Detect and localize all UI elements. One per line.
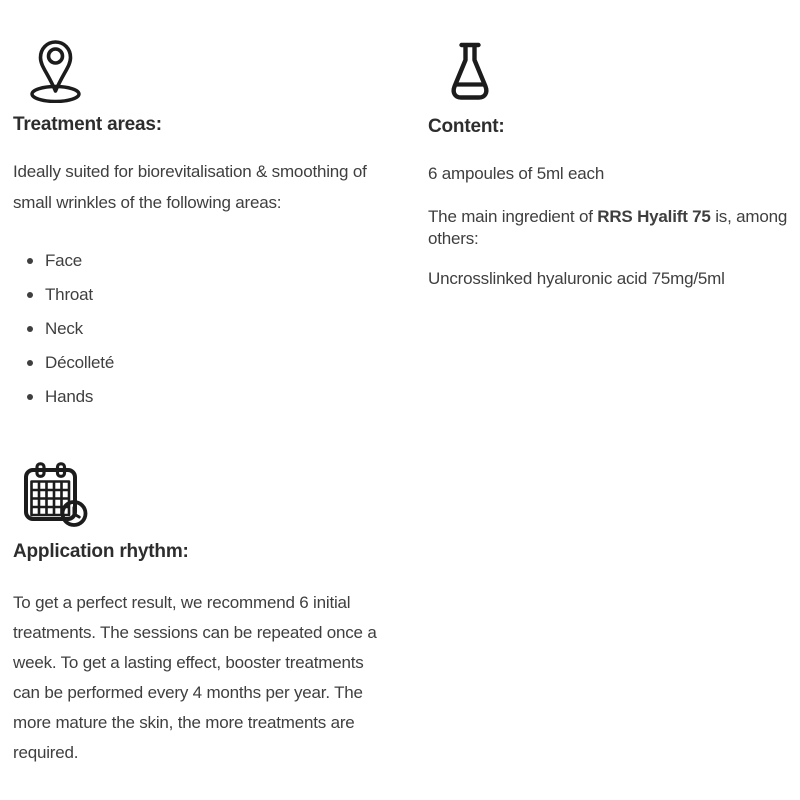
right-column [428, 40, 800, 800]
paragraph-line: week. To get a lasting effect, booster treatments [13, 653, 364, 672]
paragraph-line: others: [428, 229, 479, 248]
list-item [13, 244, 428, 278]
list-item-label: Décolleté [45, 353, 115, 372]
content-section [428, 42, 800, 290]
application-paragraph [13, 588, 428, 768]
bullet-icon [27, 360, 33, 366]
treatment-intro-paragraph [13, 156, 428, 218]
bullet-icon [27, 326, 33, 332]
bullet-icon [27, 258, 33, 264]
ingredient-text-suffix: is, among [710, 207, 788, 226]
paragraph-line: required. [13, 743, 79, 762]
content-heading: Content: [428, 116, 505, 137]
treatment-icon-row [13, 40, 428, 103]
paragraph-line: more mature the skin, the more treatments are [13, 713, 355, 732]
treatment-areas-heading: Treatment areas: [13, 114, 162, 135]
location-pin-icon [28, 40, 83, 103]
content-icon-row [428, 42, 800, 105]
ampoules-text: 6 ampoules of 5ml each [428, 164, 605, 183]
application-rhythm-section [13, 462, 428, 768]
list-item-label: Neck [45, 319, 83, 338]
list-item [13, 312, 428, 346]
paragraph-line: treatments. The sessions can be repeated once a [13, 623, 377, 642]
list-item-label: Throat [45, 285, 93, 304]
left-column [13, 40, 428, 800]
list-item-label: Hands [45, 387, 94, 406]
bullet-icon [27, 292, 33, 298]
paragraph-line: Ideally suited for biorevitalisation & smoothing of [13, 162, 367, 181]
product-name: RRS Hyalift 75 [597, 207, 711, 226]
flask-icon [448, 42, 492, 103]
list-item [13, 278, 428, 312]
paragraph-line [428, 206, 800, 228]
list-item [13, 380, 428, 414]
list-item-label: Face [45, 251, 82, 270]
ingredient-text-prefix: The main ingredient of [428, 207, 598, 226]
main-ingredient-paragraph [428, 206, 800, 250]
calendar-clock-icon [22, 462, 88, 527]
hyaluronic-acid-text: Uncrosslinked hyaluronic acid 75mg/5ml [428, 269, 725, 288]
application-icon-row [13, 462, 428, 527]
list-item [13, 346, 428, 380]
bullet-icon [27, 394, 33, 400]
paragraph-line: To get a perfect result, we recommend 6 initial [13, 593, 351, 612]
treatment-areas-list [13, 244, 428, 414]
application-rhythm-heading: Application rhythm: [13, 541, 189, 562]
paragraph-line: small wrinkles of the following areas: [13, 193, 282, 212]
paragraph-line: can be performed every 4 months per year. The [13, 683, 363, 702]
treatment-areas-section [13, 40, 428, 414]
